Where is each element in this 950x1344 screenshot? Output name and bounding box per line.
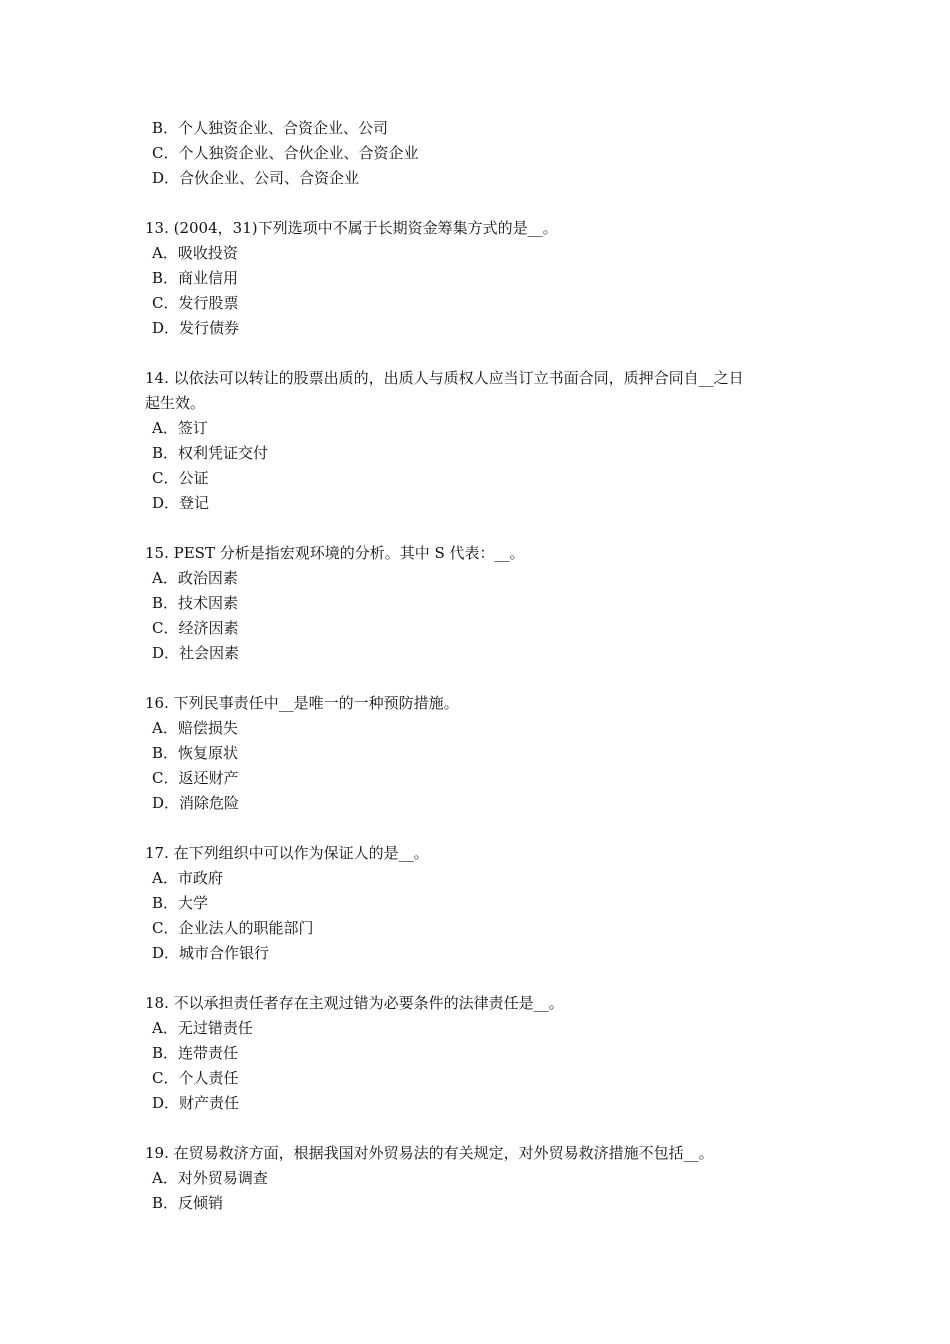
option-b: B．反倾销 (152, 1194, 224, 1212)
option-d: D．发行债券 (152, 319, 240, 337)
option: B．个人独资企业、合资企业、公司 (152, 119, 389, 137)
option-a: A．政治因素 (152, 569, 238, 587)
question-list (145, 116, 825, 1216)
question-16 (145, 691, 825, 816)
option-a: A．吸收投资 (152, 244, 238, 262)
option-a: A．对外贸易调查 (152, 1169, 268, 1187)
option-a: A．无过错责任 (152, 1019, 253, 1037)
leading-options (145, 116, 825, 191)
option-c: C．返还财产 (152, 769, 239, 787)
question-text: 19. 在贸易救济方面，根据我国对外贸易法的有关规定，对外贸易救济措施不包括__。 (145, 1144, 714, 1162)
option-b: B．技术因素 (152, 594, 239, 612)
question-15 (145, 541, 825, 666)
option-a: A．赔偿损失 (152, 719, 238, 737)
option-d: D．财产责任 (152, 1094, 240, 1112)
question-17 (145, 841, 825, 966)
option-b: B．恢复原状 (152, 744, 239, 762)
option-b: B．商业信用 (152, 269, 239, 287)
option-c: C．个人责任 (152, 1069, 239, 1087)
question-text: 15. PEST 分析是指宏观环境的分析。其中 S 代表：__。 (145, 544, 525, 562)
question-text-continued: 起生效。 (145, 394, 206, 412)
question-text: 18. 不以承担责任者存在主观过错为必要条件的法律责任是__。 (145, 994, 564, 1012)
option-d: D．社会因素 (152, 644, 240, 662)
option-d: D．城市合作银行 (152, 944, 270, 962)
question-19 (145, 1141, 825, 1216)
option-c: C．公证 (152, 469, 209, 487)
option-b: B．权利凭证交付 (152, 444, 269, 462)
question-text: 16. 下列民事责任中__是唯一的一种预防措施。 (145, 694, 459, 712)
option-c: C．经济因素 (152, 619, 239, 637)
option-b: B．连带责任 (152, 1044, 239, 1062)
option-d: D．登记 (152, 494, 210, 512)
question-13 (145, 216, 825, 341)
question-14 (145, 366, 825, 516)
question-text: 17. 在下列组织中可以作为保证人的是__。 (145, 844, 429, 862)
question-text: 13. (2004，31)下列选项中不属于长期资金筹集方式的是__。 (145, 219, 558, 237)
option: C．个人独资企业、合伙企业、合资企业 (152, 144, 419, 162)
option-a: A．市政府 (152, 869, 223, 887)
option-c: C．发行股票 (152, 294, 239, 312)
option: D．合伙企业、公司、合资企业 (152, 169, 360, 187)
option-c: C．企业法人的职能部门 (152, 919, 314, 937)
option-d: D．消除危险 (152, 794, 240, 812)
question-text: 14. 以依法可以转让的股票出质的，出质人与质权人应当订立书面合同，质押合同自__之日 (145, 369, 744, 387)
question-18 (145, 991, 825, 1116)
option-a: A．签订 (152, 419, 208, 437)
option-b: B．大学 (152, 894, 209, 912)
